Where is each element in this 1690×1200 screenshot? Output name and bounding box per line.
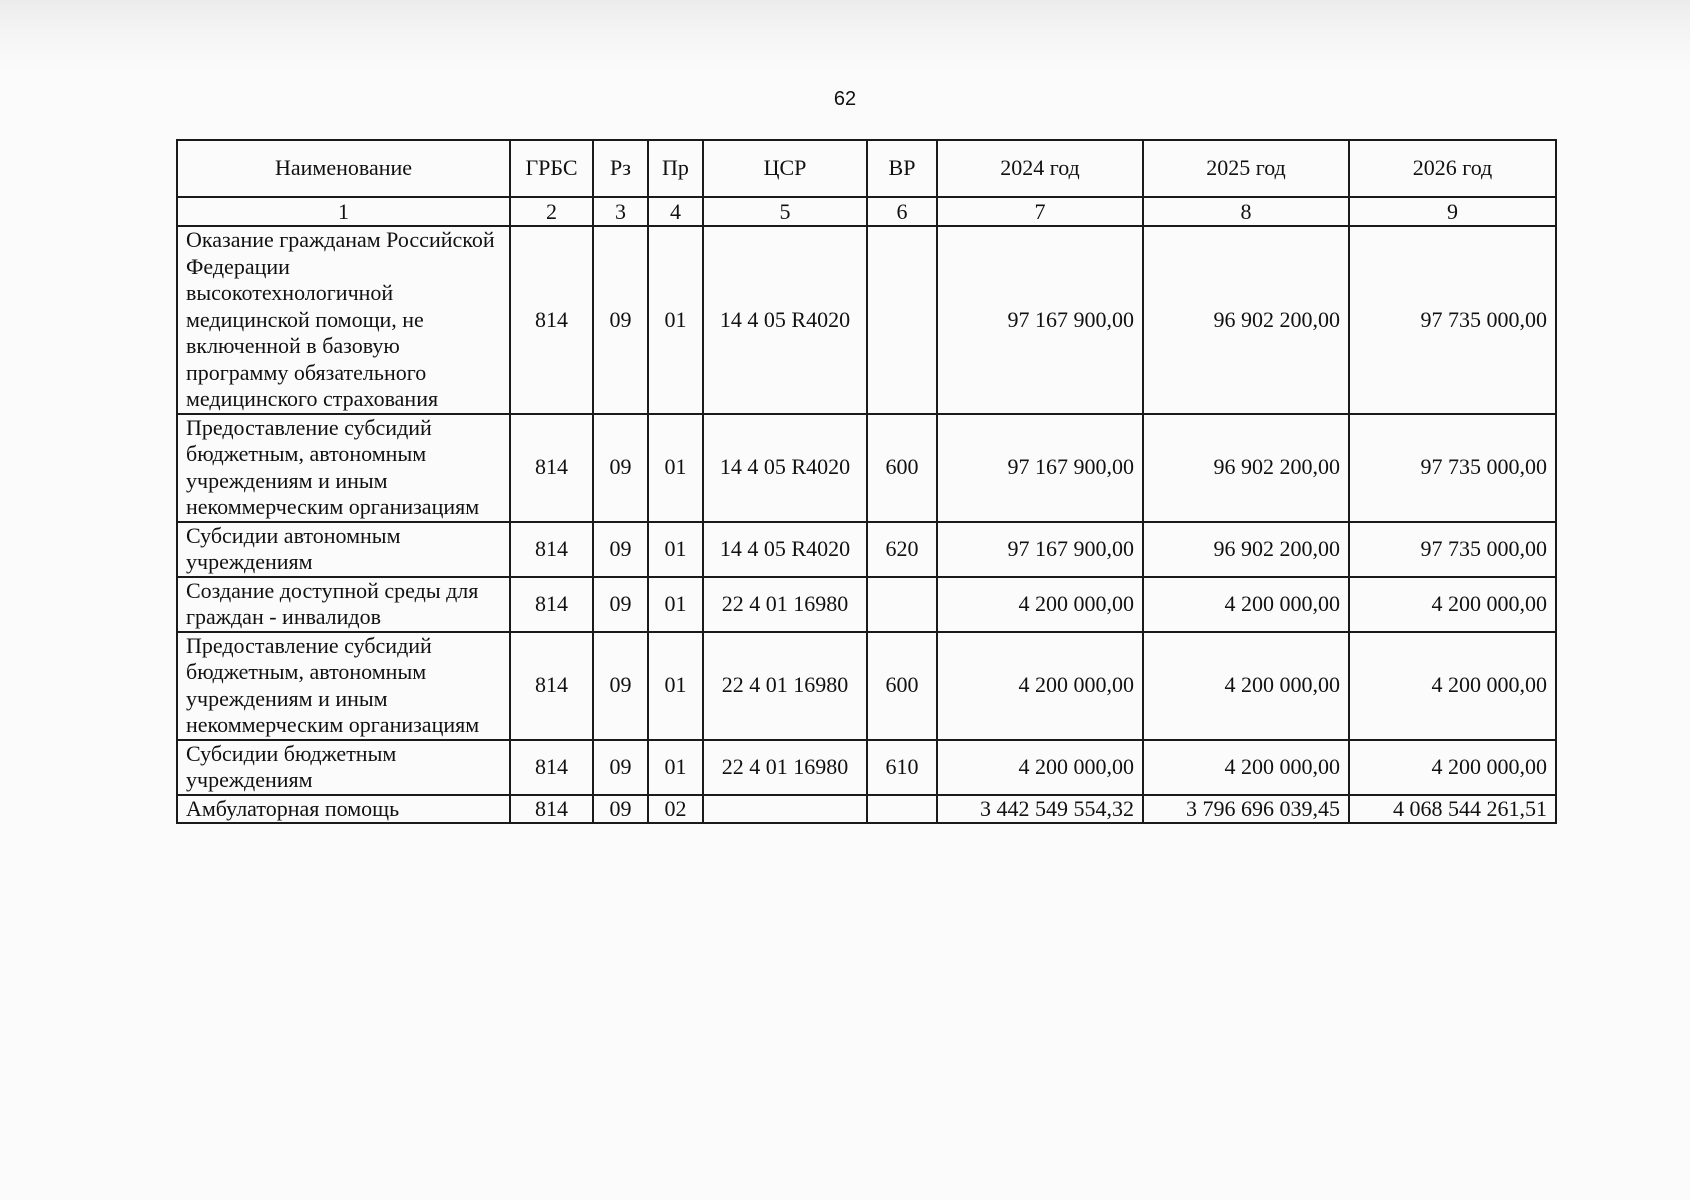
- page-number: 62: [833, 88, 857, 110]
- table-row: [177, 414, 1556, 522]
- row-csr: 14 4 05 R4020: [703, 414, 867, 522]
- row-csr: 22 4 01 16980: [703, 577, 867, 632]
- column-number: 4: [648, 197, 703, 226]
- header-vr: ВР: [867, 140, 937, 197]
- table-row: [177, 632, 1556, 740]
- row-vr: 600: [867, 414, 937, 522]
- column-number: 3: [593, 197, 648, 226]
- row-name: Предоставление субсидий бюджетным, автономным учреждениям и иным некоммерческим организациям: [177, 632, 510, 740]
- row-amount-2026: 4 068 544 261,51: [1349, 795, 1556, 824]
- header-row: [177, 140, 1556, 197]
- row-amount-2024: 97 167 900,00: [937, 522, 1143, 577]
- row-name: Субсидии бюджетным учреждениям: [177, 740, 510, 795]
- row-rz: 09: [593, 414, 648, 522]
- row-amount-2024: 97 167 900,00: [937, 414, 1143, 522]
- row-vr: [867, 226, 937, 414]
- row-pr: 01: [648, 414, 703, 522]
- row-amount-2026: 97 735 000,00: [1349, 522, 1556, 577]
- row-amount-2024: 97 167 900,00: [937, 226, 1143, 414]
- row-csr: 22 4 01 16980: [703, 632, 867, 740]
- row-amount-2026: 4 200 000,00: [1349, 740, 1556, 795]
- row-pr: 01: [648, 577, 703, 632]
- row-name: Создание доступной среды для граждан - инвалидов: [177, 577, 510, 632]
- row-amount-2024: 4 200 000,00: [937, 632, 1143, 740]
- column-number-row: [177, 197, 1556, 226]
- column-number: 6: [867, 197, 937, 226]
- row-rz: 09: [593, 226, 648, 414]
- table-row: [177, 795, 1556, 824]
- row-grbs: 814: [510, 226, 593, 414]
- header-2026: 2026 год: [1349, 140, 1556, 197]
- row-csr: 14 4 05 R4020: [703, 522, 867, 577]
- header-grbs: ГРБС: [510, 140, 593, 197]
- scan-shadow: [0, 0, 1690, 70]
- row-name: Субсидии автономным учреждениям: [177, 522, 510, 577]
- row-grbs: 814: [510, 740, 593, 795]
- row-vr: 600: [867, 632, 937, 740]
- row-rz: 09: [593, 632, 648, 740]
- row-grbs: 814: [510, 795, 593, 824]
- row-amount-2025: 96 902 200,00: [1143, 226, 1349, 414]
- row-rz: 09: [593, 522, 648, 577]
- row-vr: [867, 577, 937, 632]
- budget-table: [176, 139, 1557, 824]
- row-pr: 02: [648, 795, 703, 824]
- row-grbs: 814: [510, 577, 593, 632]
- header-pr: Пр: [648, 140, 703, 197]
- table-row: [177, 522, 1556, 577]
- row-amount-2026: 4 200 000,00: [1349, 632, 1556, 740]
- row-grbs: 814: [510, 522, 593, 577]
- row-amount-2025: 96 902 200,00: [1143, 414, 1349, 522]
- row-amount-2026: 97 735 000,00: [1349, 226, 1556, 414]
- row-pr: 01: [648, 226, 703, 414]
- row-rz: 09: [593, 795, 648, 824]
- row-name: Оказание гражданам Российской Федерации высокотехнологичной медицинской помощи, не включенной в базовую программу обязательного медицинского страхования: [177, 226, 510, 414]
- row-amount-2026: 4 200 000,00: [1349, 577, 1556, 632]
- table-row: [177, 577, 1556, 632]
- row-grbs: 814: [510, 632, 593, 740]
- row-rz: 09: [593, 577, 648, 632]
- row-vr: [867, 795, 937, 824]
- row-vr: 620: [867, 522, 937, 577]
- header-rz: Рз: [593, 140, 648, 197]
- row-amount-2025: 96 902 200,00: [1143, 522, 1349, 577]
- row-csr: 14 4 05 R4020: [703, 226, 867, 414]
- table-row: [177, 226, 1556, 414]
- column-number: 2: [510, 197, 593, 226]
- row-name: Амбулаторная помощь: [177, 795, 510, 824]
- row-rz: 09: [593, 740, 648, 795]
- column-number: 7: [937, 197, 1143, 226]
- row-amount-2024: 3 442 549 554,32: [937, 795, 1143, 824]
- row-amount-2025: 4 200 000,00: [1143, 632, 1349, 740]
- row-amount-2024: 4 200 000,00: [937, 740, 1143, 795]
- header-2025: 2025 год: [1143, 140, 1349, 197]
- row-pr: 01: [648, 632, 703, 740]
- table-row: [177, 740, 1556, 795]
- column-number: 8: [1143, 197, 1349, 226]
- row-vr: 610: [867, 740, 937, 795]
- column-number: 9: [1349, 197, 1556, 226]
- row-name: Предоставление субсидий бюджетным, автономным учреждениям и иным некоммерческим организациям: [177, 414, 510, 522]
- header-csr: ЦСР: [703, 140, 867, 197]
- row-csr: [703, 795, 867, 824]
- row-pr: 01: [648, 740, 703, 795]
- header-name: Наименование: [177, 140, 510, 197]
- row-pr: 01: [648, 522, 703, 577]
- row-csr: 22 4 01 16980: [703, 740, 867, 795]
- row-amount-2025: 3 796 696 039,45: [1143, 795, 1349, 824]
- row-amount-2025: 4 200 000,00: [1143, 740, 1349, 795]
- column-number: 1: [177, 197, 510, 226]
- row-amount-2026: 97 735 000,00: [1349, 414, 1556, 522]
- row-grbs: 814: [510, 414, 593, 522]
- column-number: 5: [703, 197, 867, 226]
- header-2024: 2024 год: [937, 140, 1143, 197]
- row-amount-2024: 4 200 000,00: [937, 577, 1143, 632]
- row-amount-2025: 4 200 000,00: [1143, 577, 1349, 632]
